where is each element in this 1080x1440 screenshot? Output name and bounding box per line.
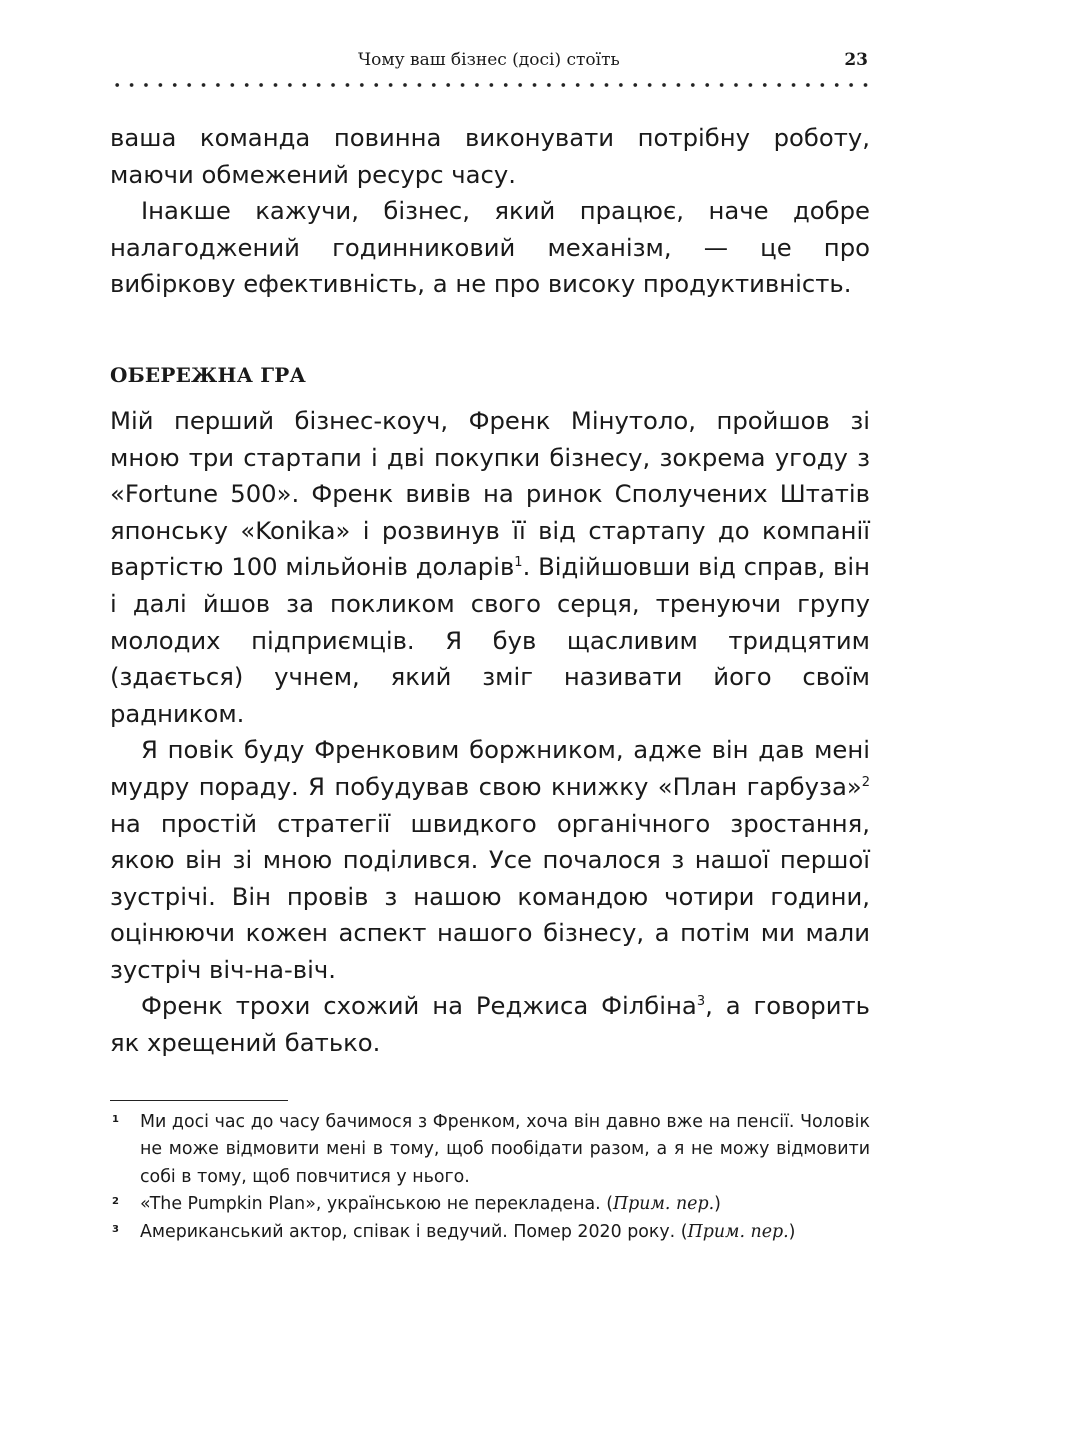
paragraph-advice [110, 732, 870, 988]
footnote-ref-1: 1 [514, 555, 523, 571]
translator-note: Прим. пер. [612, 1194, 715, 1215]
footnote-mark: 2 [112, 1196, 119, 1208]
footnote-mark: 3 [112, 1223, 119, 1235]
running-title: Чому ваш бізнес (досі) стоїть [358, 50, 620, 70]
footnote-2 [110, 1191, 870, 1219]
paragraph-text: Френк трохи схожий на Реджиса Філбіна [141, 991, 697, 1021]
footnote-text-close: ) [788, 1221, 796, 1242]
footnote-text: Ми досі час до часу бачимося з Френком, хоча він давно вже на пенсії. Чоловік не може відмовити мені в тому, щоб пообідати разом, а я не можу відмовити собі в тому, щоб повчитися у нього. [140, 1111, 870, 1187]
footnote-ref-3: 3 [696, 994, 706, 1010]
dotted-divider [110, 82, 870, 88]
footnote-3 [110, 1219, 870, 1247]
footnote-ref-2: 2 [861, 774, 870, 790]
footnote-divider [110, 1100, 288, 1101]
paragraph-frank-description [110, 988, 870, 1061]
paragraph-text: на простій стратегії швидкого органічного зростання, якою він зі мною поділився. Усе почалося з нашої першої зустрічі. Він провів з нашою командою чотири години, оцінюючи кожен аспект нашого бізнесу, а потім ми мали зустріч віч-на-віч. [110, 808, 870, 984]
paragraph-text: . Відійшовши від справ, він і далі йшов за покликом свого серця, тренуючи групу молодих підприємців. Я був щасливим тридцятим (здається) учнем, який зміг називати його своїм радником. [110, 552, 870, 728]
footnote-text: «The Pumpkin Plan», українською не перекладена. ( [140, 1194, 613, 1215]
footnote-text: Американський актор, співак і ведучий. Помер 2020 року. ( [140, 1221, 688, 1242]
footnote-mark: 1 [112, 1113, 119, 1125]
paragraph-continuation: ваша команда повинна виконувати потрібну роботу, маючи обмежений ресурс часу. [110, 123, 870, 189]
paragraph-text: Мій перший бізнес-коуч, Френк Мінутоло, пройшов зі мною три стартапи і дві покупки бізнесу, зокрема угоду з «Fortune 500». Френк вивів на ринок Сполучених Штатів японську «Konika» і розвинув її від стартапу до компанії вартістю 100 мільйонів доларів [110, 405, 870, 582]
book-page [110, 40, 870, 1246]
section-heading: ОБЕРЕЖНА ГРА [110, 362, 306, 387]
paragraph-summary: Інакше кажучи, бізнес, який працює, наче добре налагоджений годинниковий механізм, — це про вибіркову ефективність, а не про високу продуктивність. [110, 196, 870, 299]
translator-note: Прим. пер. [687, 1221, 789, 1242]
footnote-text-close: ) [714, 1194, 721, 1215]
page-number: 23 [844, 50, 868, 70]
footnote-1 [110, 1109, 870, 1192]
running-header [110, 40, 870, 76]
paragraph-text: , а говорить як хрещений батько. [110, 991, 870, 1058]
paragraph-coach-intro [110, 403, 870, 732]
paragraph-text: Я повік буду Френковим боржником, адже він дав мені мудру пораду. Я побудував свою книжку «План гарбуза» [110, 735, 870, 801]
